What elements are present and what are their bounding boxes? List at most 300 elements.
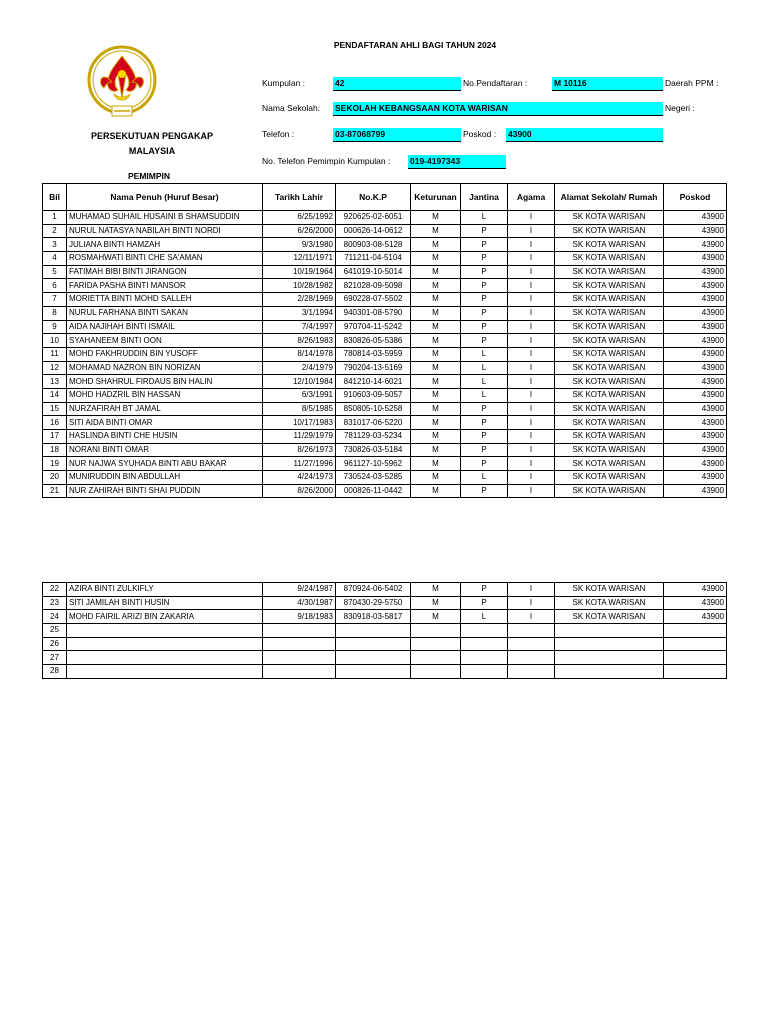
table-row: [43, 252, 727, 266]
cell-jantina: P: [461, 293, 508, 307]
cell-nama: ROSMAHWATI BINTI CHE SA'AMAN: [67, 252, 263, 266]
table-row: [43, 416, 727, 430]
cell-bil: 16: [43, 416, 67, 430]
cell-nama: MOHAMAD NAZRON BIN NORIZAN: [67, 361, 263, 375]
cell-poskod: 43900: [664, 293, 727, 307]
col-keturunan: Keturunan: [411, 184, 461, 211]
cell-nama: NURUL NATASYA NABILAH BINTI NORDI: [67, 224, 263, 238]
cell-keturunan: [411, 624, 461, 638]
cell-agama: I: [508, 334, 555, 348]
cell-no-kp: 711211-04-5104: [336, 252, 411, 266]
cell-poskod: 43900: [664, 388, 727, 402]
cell-bil: 26: [43, 637, 67, 651]
cell-bil: 21: [43, 484, 67, 498]
cell-bil: 1: [43, 211, 67, 225]
org-line-2: MALAYSIA: [128, 146, 176, 156]
cell-keturunan: M: [411, 361, 461, 375]
cell-agama: I: [508, 211, 555, 225]
cell-tarikh-lahir: 8/26/2000: [263, 484, 336, 498]
cell-keturunan: M: [411, 610, 461, 624]
cell-agama: I: [508, 361, 555, 375]
cell-alamat: SK KOTA WARISAN: [555, 471, 664, 485]
cell-no-kp: 831017-06-5220: [336, 416, 411, 430]
cell-no-kp: 821028-09-5098: [336, 279, 411, 293]
cell-keturunan: M: [411, 293, 461, 307]
cell-no-kp: [336, 637, 411, 651]
table-row: [43, 293, 727, 307]
cell-jantina: L: [461, 388, 508, 402]
table-row: [43, 334, 727, 348]
cell-bil: 20: [43, 471, 67, 485]
cell-no-kp: 920625-02-6051: [336, 211, 411, 225]
no-tel-pemimpin-label: No. Telefon Pemimpin Kumpulan :: [262, 156, 391, 166]
cell-jantina: L: [461, 375, 508, 389]
cell-poskod: 43900: [664, 347, 727, 361]
telefon-field[interactable]: 03-87068799: [333, 128, 461, 142]
table-row: [43, 596, 727, 610]
cell-jantina: [461, 624, 508, 638]
cell-poskod: 43900: [664, 238, 727, 252]
cell-jantina: [461, 651, 508, 665]
cell-alamat: SK KOTA WARISAN: [555, 430, 664, 444]
cell-agama: [508, 651, 555, 665]
cell-agama: I: [508, 224, 555, 238]
cell-bil: 17: [43, 430, 67, 444]
cell-agama: I: [508, 265, 555, 279]
table-row: [43, 583, 727, 597]
cell-nama: [67, 637, 263, 651]
cell-keturunan: M: [411, 334, 461, 348]
cell-alamat: SK KOTA WARISAN: [555, 443, 664, 457]
table-row: [43, 211, 727, 225]
cell-bil: 9: [43, 320, 67, 334]
cell-no-kp: 961127-10-5962: [336, 457, 411, 471]
cell-keturunan: M: [411, 484, 461, 498]
cell-alamat: [555, 651, 664, 665]
cell-nama: NURUL FARHANA BINTI SAKAN: [67, 306, 263, 320]
cell-no-kp: [336, 665, 411, 679]
cell-jantina: P: [461, 224, 508, 238]
cell-nama: AIDA NAJIHAH BINTI ISMAIL: [67, 320, 263, 334]
cell-no-kp: 000826-11-0442: [336, 484, 411, 498]
cell-bil: 5: [43, 265, 67, 279]
cell-nama: FATIMAH BIBI BINTI JIRANGON: [67, 265, 263, 279]
daerah-label: Daerah PPM :: [665, 78, 719, 88]
cell-bil: 28: [43, 665, 67, 679]
page-title: PENDAFTARAN AHLI BAGI TAHUN 2024: [333, 40, 497, 50]
members-table: [42, 183, 727, 498]
cell-tarikh-lahir: 10/19/1964: [263, 265, 336, 279]
cell-agama: I: [508, 293, 555, 307]
cell-bil: 3: [43, 238, 67, 252]
cell-bil: 23: [43, 596, 67, 610]
cell-no-kp: 730826-03-5184: [336, 443, 411, 457]
cell-poskod: 43900: [664, 320, 727, 334]
cell-nama: NUR NAJWA SYUHADA BINTI ABU BAKAR: [67, 457, 263, 471]
cell-alamat: SK KOTA WARISAN: [555, 375, 664, 389]
cell-alamat: SK KOTA WARISAN: [555, 334, 664, 348]
cell-bil: 22: [43, 583, 67, 597]
cell-agama: I: [508, 238, 555, 252]
table-row: [43, 651, 727, 665]
cell-nama: NORANI BINTI OMAR: [67, 443, 263, 457]
cell-poskod: 43900: [664, 484, 727, 498]
cell-bil: 19: [43, 457, 67, 471]
nama-sekolah-label: Nama Sekolah:: [262, 103, 321, 113]
cell-nama: SITI AIDA BINTI OMAR: [67, 416, 263, 430]
table-header-row: [43, 184, 727, 211]
table-row: [43, 624, 727, 638]
cell-alamat: SK KOTA WARISAN: [555, 596, 664, 610]
negeri-label: Negeri :: [665, 103, 695, 113]
cell-tarikh-lahir: [263, 651, 336, 665]
cell-nama: MOHD FAKHRUDDIN BIN YUSOFF: [67, 347, 263, 361]
table-row: [43, 637, 727, 651]
cell-tarikh-lahir: 4/30/1987: [263, 596, 336, 610]
cell-jantina: P: [461, 279, 508, 293]
cell-alamat: SK KOTA WARISAN: [555, 265, 664, 279]
cell-alamat: [555, 624, 664, 638]
cell-poskod: [664, 637, 727, 651]
cell-agama: I: [508, 252, 555, 266]
cell-agama: I: [508, 596, 555, 610]
cell-jantina: P: [461, 252, 508, 266]
cell-no-kp: 841210-14-6021: [336, 375, 411, 389]
table-row: [43, 224, 727, 238]
cell-poskod: 43900: [664, 416, 727, 430]
cell-agama: I: [508, 416, 555, 430]
cell-no-kp: 870430-29-5750: [336, 596, 411, 610]
cell-bil: 10: [43, 334, 67, 348]
cell-bil: 4: [43, 252, 67, 266]
table-row: [43, 402, 727, 416]
col-tarikh-lahir: Tarikh Lahir: [263, 184, 336, 211]
cell-agama: I: [508, 402, 555, 416]
cell-tarikh-lahir: 12/10/1984: [263, 375, 336, 389]
cell-no-kp: 000626-14-0612: [336, 224, 411, 238]
table-row: [43, 443, 727, 457]
cell-keturunan: M: [411, 457, 461, 471]
cell-poskod: 43900: [664, 402, 727, 416]
cell-poskod: 43900: [664, 211, 727, 225]
no-tel-pemimpin-field[interactable]: 019-4197343: [408, 155, 506, 169]
cell-keturunan: M: [411, 211, 461, 225]
cell-keturunan: M: [411, 279, 461, 293]
kumpulan-field[interactable]: 42: [333, 77, 461, 91]
cell-no-kp: 850805-10-5258: [336, 402, 411, 416]
cell-jantina: L: [461, 471, 508, 485]
cell-alamat: SK KOTA WARISAN: [555, 361, 664, 375]
cell-tarikh-lahir: [263, 624, 336, 638]
cell-bil: 13: [43, 375, 67, 389]
cell-bil: 7: [43, 293, 67, 307]
cell-alamat: SK KOTA WARISAN: [555, 416, 664, 430]
cell-tarikh-lahir: 8/5/1985: [263, 402, 336, 416]
cell-bil: 11: [43, 347, 67, 361]
cell-alamat: SK KOTA WARISAN: [555, 402, 664, 416]
cell-poskod: 43900: [664, 265, 727, 279]
cell-keturunan: M: [411, 471, 461, 485]
cell-tarikh-lahir: 9/18/1983: [263, 610, 336, 624]
cell-tarikh-lahir: 10/28/1982: [263, 279, 336, 293]
cell-no-kp: 690228-07-5502: [336, 293, 411, 307]
cell-jantina: L: [461, 211, 508, 225]
cell-jantina: P: [461, 402, 508, 416]
cell-alamat: SK KOTA WARISAN: [555, 211, 664, 225]
cell-jantina: P: [461, 583, 508, 597]
cell-keturunan: M: [411, 443, 461, 457]
col-nama: Nama Penuh (Huruf Besar): [67, 184, 263, 211]
cell-keturunan: M: [411, 375, 461, 389]
cell-keturunan: [411, 637, 461, 651]
cell-bil: 25: [43, 624, 67, 638]
table-row: [43, 665, 727, 679]
cell-agama: I: [508, 457, 555, 471]
cell-nama: MOHD HADZRIL BIN HASSAN: [67, 388, 263, 402]
cell-bil: 27: [43, 651, 67, 665]
cell-nama: [67, 651, 263, 665]
cell-alamat: SK KOTA WARISAN: [555, 347, 664, 361]
cell-tarikh-lahir: 8/26/1983: [263, 334, 336, 348]
cell-keturunan: M: [411, 320, 461, 334]
cell-tarikh-lahir: 9/24/1987: [263, 583, 336, 597]
col-alamat: Alamat Sekolah/ Rumah: [555, 184, 664, 211]
cell-no-kp: 730524-03-5285: [336, 471, 411, 485]
cell-keturunan: M: [411, 252, 461, 266]
cell-agama: [508, 665, 555, 679]
cell-jantina: P: [461, 443, 508, 457]
cell-agama: I: [508, 583, 555, 597]
cell-agama: I: [508, 279, 555, 293]
cell-jantina: P: [461, 320, 508, 334]
cell-jantina: P: [461, 416, 508, 430]
no-pendaftaran-field[interactable]: M 10116: [552, 77, 663, 91]
cell-tarikh-lahir: 9/3/1980: [263, 238, 336, 252]
cell-alamat: SK KOTA WARISAN: [555, 484, 664, 498]
cell-jantina: P: [461, 457, 508, 471]
col-bil: Bil: [43, 184, 67, 211]
table-row: [43, 388, 727, 402]
cell-no-kp: [336, 624, 411, 638]
cell-bil: 2: [43, 224, 67, 238]
table-row: [43, 306, 727, 320]
cell-tarikh-lahir: [263, 665, 336, 679]
telefon-label: Telefon :: [262, 129, 295, 139]
cell-jantina: P: [461, 238, 508, 252]
cell-poskod: 43900: [664, 596, 727, 610]
table-row: [43, 484, 727, 498]
cell-keturunan: M: [411, 388, 461, 402]
cell-nama: MUNIRUDDIN BIN ABDULLAH: [67, 471, 263, 485]
cell-keturunan: M: [411, 583, 461, 597]
cell-poskod: 43900: [664, 375, 727, 389]
cell-keturunan: M: [411, 402, 461, 416]
col-jantina: Jantina: [461, 184, 508, 211]
table-row: [43, 238, 727, 252]
cell-poskod: 43900: [664, 252, 727, 266]
cell-agama: I: [508, 430, 555, 444]
cell-keturunan: M: [411, 596, 461, 610]
cell-alamat: SK KOTA WARISAN: [555, 252, 664, 266]
cell-tarikh-lahir: 11/27/1996: [263, 457, 336, 471]
cell-keturunan: M: [411, 347, 461, 361]
cell-nama: JULIANA BINTI HAMZAH: [67, 238, 263, 252]
table-row: [43, 265, 727, 279]
cell-alamat: SK KOTA WARISAN: [555, 224, 664, 238]
cell-poskod: [664, 624, 727, 638]
cell-alamat: SK KOTA WARISAN: [555, 306, 664, 320]
cell-bil: 6: [43, 279, 67, 293]
table-row: [43, 279, 727, 293]
table-row: [43, 347, 727, 361]
cell-alamat: [555, 665, 664, 679]
cell-poskod: 43900: [664, 224, 727, 238]
col-agama: Agama: [508, 184, 555, 211]
cell-bil: 24: [43, 610, 67, 624]
cell-poskod: 43900: [664, 583, 727, 597]
cell-alamat: SK KOTA WARISAN: [555, 388, 664, 402]
cell-jantina: L: [461, 361, 508, 375]
cell-tarikh-lahir: 6/25/1992: [263, 211, 336, 225]
cell-no-kp: 870924-06-5402: [336, 583, 411, 597]
cell-bil: 18: [43, 443, 67, 457]
cell-keturunan: [411, 651, 461, 665]
cell-keturunan: M: [411, 224, 461, 238]
cell-poskod: 43900: [664, 361, 727, 375]
kumpulan-label: Kumpulan :: [262, 78, 305, 88]
cell-agama: I: [508, 443, 555, 457]
cell-poskod: [664, 665, 727, 679]
cell-tarikh-lahir: 10/17/1983: [263, 416, 336, 430]
cell-agama: I: [508, 375, 555, 389]
leader-label: PEMIMPIN: [128, 171, 171, 181]
cell-poskod: 43900: [664, 443, 727, 457]
cell-tarikh-lahir: [263, 637, 336, 651]
cell-keturunan: [411, 665, 461, 679]
cell-poskod: 43900: [664, 610, 727, 624]
cell-poskod: 43900: [664, 334, 727, 348]
cell-no-kp: 790204-13-5169: [336, 361, 411, 375]
org-line-1: PERSEKUTUAN PENGAKAP: [90, 131, 213, 141]
cell-no-kp: 910603-09-5057: [336, 388, 411, 402]
cell-agama: I: [508, 320, 555, 334]
cell-alamat: SK KOTA WARISAN: [555, 583, 664, 597]
members-table-continued: [42, 582, 727, 679]
cell-agama: I: [508, 347, 555, 361]
cell-jantina: P: [461, 484, 508, 498]
cell-agama: I: [508, 388, 555, 402]
table-row: [43, 610, 727, 624]
cell-tarikh-lahir: 2/28/1969: [263, 293, 336, 307]
cell-jantina: P: [461, 265, 508, 279]
poskod-field[interactable]: 43900: [506, 128, 663, 142]
cell-poskod: 43900: [664, 471, 727, 485]
cell-bil: 8: [43, 306, 67, 320]
cell-tarikh-lahir: 2/4/1979: [263, 361, 336, 375]
cell-no-kp: 970704-11-5242: [336, 320, 411, 334]
cell-tarikh-lahir: 6/26/2000: [263, 224, 336, 238]
cell-no-kp: 780814-03-5959: [336, 347, 411, 361]
cell-tarikh-lahir: 4/24/1973: [263, 471, 336, 485]
cell-agama: I: [508, 484, 555, 498]
cell-agama: I: [508, 306, 555, 320]
nama-sekolah-field[interactable]: SEKOLAH KEBANGSAAN KOTA WARISAN: [333, 102, 663, 116]
cell-tarikh-lahir: 6/3/1991: [263, 388, 336, 402]
poskod-label: Poskod :: [463, 129, 497, 139]
cell-no-kp: 940301-08-5790: [336, 306, 411, 320]
table-row: [43, 471, 727, 485]
organization-name: [60, 129, 244, 159]
cell-no-kp: 830918-03-5817: [336, 610, 411, 624]
cell-poskod: 43900: [664, 430, 727, 444]
cell-no-kp: 830826-05-5386: [336, 334, 411, 348]
table-row: [43, 457, 727, 471]
cell-nama: [67, 665, 263, 679]
cell-agama: I: [508, 471, 555, 485]
cell-nama: HASLINDA BINTI CHE HUSIN: [67, 430, 263, 444]
table-row: [43, 375, 727, 389]
cell-alamat: SK KOTA WARISAN: [555, 279, 664, 293]
col-poskod: Poskod: [664, 184, 727, 211]
cell-nama: MUHAMAD SUHAIL HUSAINI B SHAMSUDDIN: [67, 211, 263, 225]
cell-jantina: L: [461, 347, 508, 361]
cell-nama: NUR ZAHIRAH BINTI SHAI PUDDIN: [67, 484, 263, 498]
cell-tarikh-lahir: 3/1/1994: [263, 306, 336, 320]
cell-jantina: P: [461, 596, 508, 610]
cell-alamat: SK KOTA WARISAN: [555, 238, 664, 252]
cell-alamat: SK KOTA WARISAN: [555, 320, 664, 334]
cell-alamat: SK KOTA WARISAN: [555, 457, 664, 471]
cell-nama: FARIDA PASHA BINTI MANSOR: [67, 279, 263, 293]
cell-jantina: P: [461, 306, 508, 320]
cell-keturunan: M: [411, 306, 461, 320]
cell-tarikh-lahir: 12/11/1971: [263, 252, 336, 266]
no-pendaftaran-label: No.Pendaftaran :: [463, 78, 528, 88]
cell-nama: MOHD FAIRIL ARIZI BIN ZAKARIA: [67, 610, 263, 624]
cell-jantina: L: [461, 610, 508, 624]
cell-nama: SITI JAMILAH BINTI HUSIN: [67, 596, 263, 610]
cell-alamat: [555, 637, 664, 651]
cell-jantina: [461, 637, 508, 651]
cell-keturunan: M: [411, 265, 461, 279]
cell-jantina: P: [461, 430, 508, 444]
cell-alamat: SK KOTA WARISAN: [555, 293, 664, 307]
cell-nama: NURZAFIRAH BT JAMAL: [67, 402, 263, 416]
cell-keturunan: M: [411, 238, 461, 252]
cell-poskod: 43900: [664, 279, 727, 293]
cell-agama: [508, 624, 555, 638]
table-row: [43, 430, 727, 444]
cell-nama: [67, 624, 263, 638]
cell-poskod: [664, 651, 727, 665]
col-no-kp: No.K.P: [336, 184, 411, 211]
cell-poskod: 43900: [664, 457, 727, 471]
cell-poskod: 43900: [664, 306, 727, 320]
cell-bil: 12: [43, 361, 67, 375]
cell-nama: AZIRA BINTI ZULKIFLY: [67, 583, 263, 597]
cell-jantina: P: [461, 334, 508, 348]
cell-tarikh-lahir: 7/4/1997: [263, 320, 336, 334]
cell-jantina: [461, 665, 508, 679]
cell-agama: I: [508, 610, 555, 624]
cell-no-kp: 781129-03-5234: [336, 430, 411, 444]
cell-agama: [508, 637, 555, 651]
cell-tarikh-lahir: 8/26/1973: [263, 443, 336, 457]
cell-no-kp: 641019-10-5014: [336, 265, 411, 279]
cell-nama: MOHD SHAHRUL FIRDAUS BIN HALIN: [67, 375, 263, 389]
cell-no-kp: [336, 651, 411, 665]
cell-alamat: SK KOTA WARISAN: [555, 610, 664, 624]
